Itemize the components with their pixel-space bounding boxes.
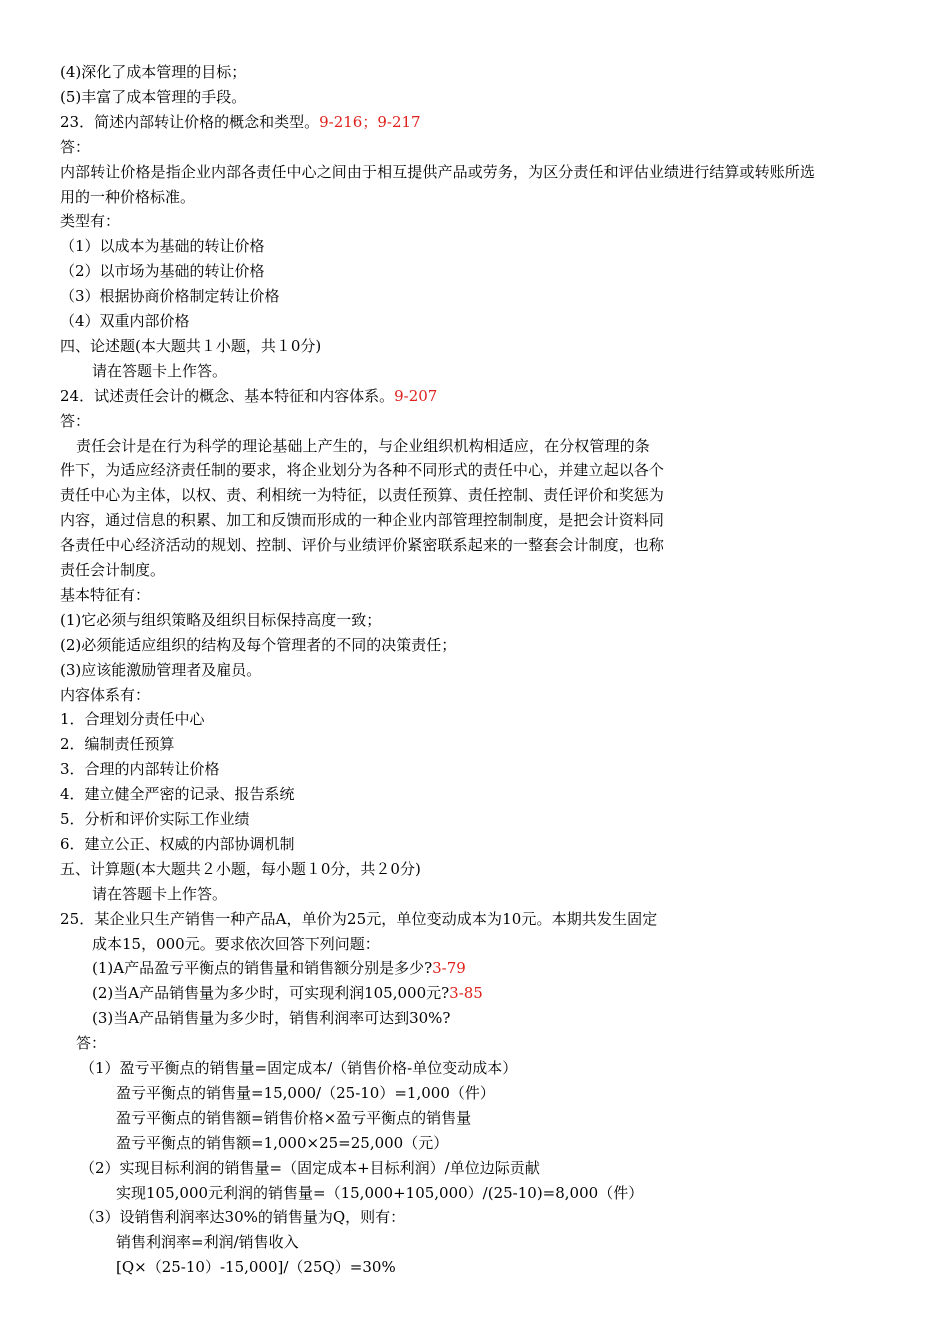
line-text: 请在答题卡上作答。 bbox=[92, 361, 228, 380]
line-text: 基本特征有： bbox=[60, 585, 151, 604]
text-line bbox=[60, 859, 421, 879]
line-text: 答： bbox=[76, 1034, 107, 1053]
line-text: 盈亏平衡点的销售额=1,000×25=25,000（元） bbox=[116, 1133, 449, 1152]
line-text: 1．合理划分责任中心 bbox=[60, 710, 205, 729]
line-text: 成本15，000元。要求依次回答下列问题： bbox=[92, 934, 380, 953]
text-line bbox=[60, 286, 280, 306]
line-text: 2．编制责任预算 bbox=[60, 735, 175, 754]
text-line bbox=[92, 884, 227, 904]
page-reference: 9-216；9-217 bbox=[319, 112, 421, 131]
text-line bbox=[60, 784, 295, 804]
text-line bbox=[60, 660, 261, 680]
text-line bbox=[60, 187, 195, 207]
line-text: (2)必须能适应组织的结构及每个管理者的不同的决策责任； bbox=[60, 635, 457, 654]
text-line bbox=[60, 87, 246, 107]
page-reference: 9-207 bbox=[394, 386, 438, 405]
text-line bbox=[60, 510, 664, 530]
text-line bbox=[60, 386, 437, 406]
line-text: （1）以成本为基础的转让价格 bbox=[60, 237, 265, 256]
text-line bbox=[60, 411, 90, 431]
text-line bbox=[60, 261, 265, 281]
text-line bbox=[116, 1257, 396, 1277]
text-line bbox=[60, 585, 150, 605]
line-text: 5．分析和评价实际工作业绩 bbox=[60, 810, 250, 828]
page-reference: 3-79 bbox=[432, 959, 466, 978]
line-text: 实现105,000元利润的销售量=（15,000+105,000）/(25-10)=8,000（件） bbox=[116, 1183, 644, 1202]
line-text: （2）以市场为基础的转让价格 bbox=[60, 262, 265, 281]
text-line bbox=[60, 834, 295, 854]
line-text: （3）根据协商价格制定转让价格 bbox=[60, 287, 280, 306]
line-text: (2)当A产品销售量为多少时，可实现利润105,000元? bbox=[92, 984, 450, 1003]
text-line bbox=[92, 934, 380, 954]
text-line bbox=[80, 1158, 540, 1178]
line-text: 内容体系有： bbox=[60, 685, 151, 704]
text-line bbox=[116, 1083, 495, 1103]
line-text: （3）设销售利润率达30%的销售量为Q，则有： bbox=[80, 1208, 406, 1227]
line-text: 各责任中心经济活动的规划、控制、评价与业绩评价紧密联系起来的一整套会计制度，也称 bbox=[60, 536, 665, 555]
text-line bbox=[60, 560, 165, 580]
text-line bbox=[116, 1183, 643, 1203]
text-line bbox=[116, 1133, 448, 1153]
line-text: （2）实现目标利润的销售量=（固定成本+目标利润）/单位边际贡献 bbox=[80, 1158, 540, 1177]
text-line bbox=[60, 62, 246, 82]
line-text: 五、计算题(本大题共２小题，每小题１0分，共２0分) bbox=[60, 859, 421, 878]
text-line bbox=[60, 162, 815, 182]
text-line bbox=[60, 211, 120, 231]
line-text: 6．建立公正、权威的内部协调机制 bbox=[60, 834, 295, 853]
line-text: [Q×（25-10）-15,000]/（25Q）=30% bbox=[116, 1258, 396, 1277]
line-text: 盈亏平衡点的销售量=15,000/（25-10）=1,000（件） bbox=[116, 1083, 495, 1102]
line-text: 4．建立健全严密的记录、报告系统 bbox=[60, 785, 295, 804]
line-text: 答： bbox=[60, 137, 91, 156]
text-line bbox=[60, 610, 381, 630]
line-text: (1)它必须与组织策略及组织目标保持高度一致； bbox=[60, 610, 382, 629]
text-line bbox=[60, 336, 321, 356]
line-text: 3．合理的内部转让价格 bbox=[60, 760, 220, 779]
text-line bbox=[92, 1008, 450, 1028]
text-line bbox=[60, 460, 664, 480]
text-line bbox=[92, 958, 466, 978]
text-line bbox=[76, 436, 650, 456]
line-text: 责任会计是在行为科学的理论基础上产生的，与企业组织机构相适应，在分权管理的条 bbox=[76, 436, 650, 455]
text-line bbox=[92, 983, 483, 1003]
text-line bbox=[60, 635, 456, 655]
text-line bbox=[60, 709, 205, 729]
text-line bbox=[60, 311, 190, 331]
line-text: 四、论述题(本大题共１小题，共１0分) bbox=[60, 336, 322, 355]
text-line bbox=[60, 485, 664, 505]
line-text: (3)应该能激励管理者及雇员。 bbox=[60, 660, 262, 679]
line-text: (1)A产品盈亏平衡点的销售量和销售额分别是多少? bbox=[92, 959, 433, 978]
line-text: 销售利润率=利润/销售收入 bbox=[116, 1233, 299, 1252]
line-text: 责任会计制度。 bbox=[60, 561, 166, 579]
line-text: (3)当A产品销售量为多少时，销售利润率可达到30%? bbox=[92, 1009, 451, 1028]
line-text: 责任中心为主体，以权、责、利相统一为特征，以责任预算、责任控制、责任评价和奖惩为 bbox=[60, 486, 665, 505]
text-line bbox=[60, 809, 250, 829]
line-text: 答： bbox=[60, 411, 91, 430]
line-text: （4）双重内部价格 bbox=[60, 312, 190, 330]
line-text: （1）盈亏平衡点的销售量=固定成本/（销售价格-单位变动成本） bbox=[80, 1059, 518, 1077]
text-line bbox=[60, 909, 657, 929]
line-text: 内容，通过信息的积累、加工和反馈而形成的一种企业内部管理控制制度，是把会计资料同 bbox=[60, 511, 665, 530]
line-text: (4)深化了成本管理的目标； bbox=[60, 63, 247, 81]
line-text: 请在答题卡上作答。 bbox=[92, 884, 228, 903]
line-text: 24．试述责任会计的概念、基本特征和内容体系。 bbox=[60, 386, 395, 405]
text-line bbox=[116, 1232, 299, 1252]
line-text: 内部转让价格是指企业内部各责任中心之间由于相互提供产品或劳务，为区分责任和评估业绩进行结算或转账所选 bbox=[60, 162, 816, 181]
text-line bbox=[92, 361, 227, 381]
line-text: 件下，为适应经济责任制的要求，将企业划分为各种不同形式的责任中心，并建立起以各个 bbox=[60, 461, 665, 480]
line-text: (5)丰富了成本管理的手段。 bbox=[60, 87, 247, 106]
text-line bbox=[60, 137, 90, 157]
line-text: 23．简述内部转让价格的概念和类型。 bbox=[60, 112, 320, 131]
text-line bbox=[76, 1033, 106, 1053]
text-line bbox=[80, 1058, 517, 1078]
text-line bbox=[60, 685, 150, 705]
text-line bbox=[116, 1108, 471, 1128]
page-reference: 3-85 bbox=[449, 984, 483, 1003]
text-line bbox=[60, 112, 421, 132]
text-line bbox=[60, 734, 175, 754]
line-text: 类型有： bbox=[60, 212, 121, 231]
text-line bbox=[60, 535, 664, 555]
text-line bbox=[80, 1207, 405, 1227]
text-line bbox=[60, 759, 220, 779]
line-text: 盈亏平衡点的销售额=销售价格×盈亏平衡点的销售量 bbox=[116, 1108, 472, 1127]
line-text: 用的一种价格标准。 bbox=[60, 187, 196, 206]
text-line bbox=[60, 236, 265, 256]
line-text: 25．某企业只生产销售一种产品A，单价为25元，单位变动成本为10元。本期共发生固定 bbox=[60, 909, 658, 928]
